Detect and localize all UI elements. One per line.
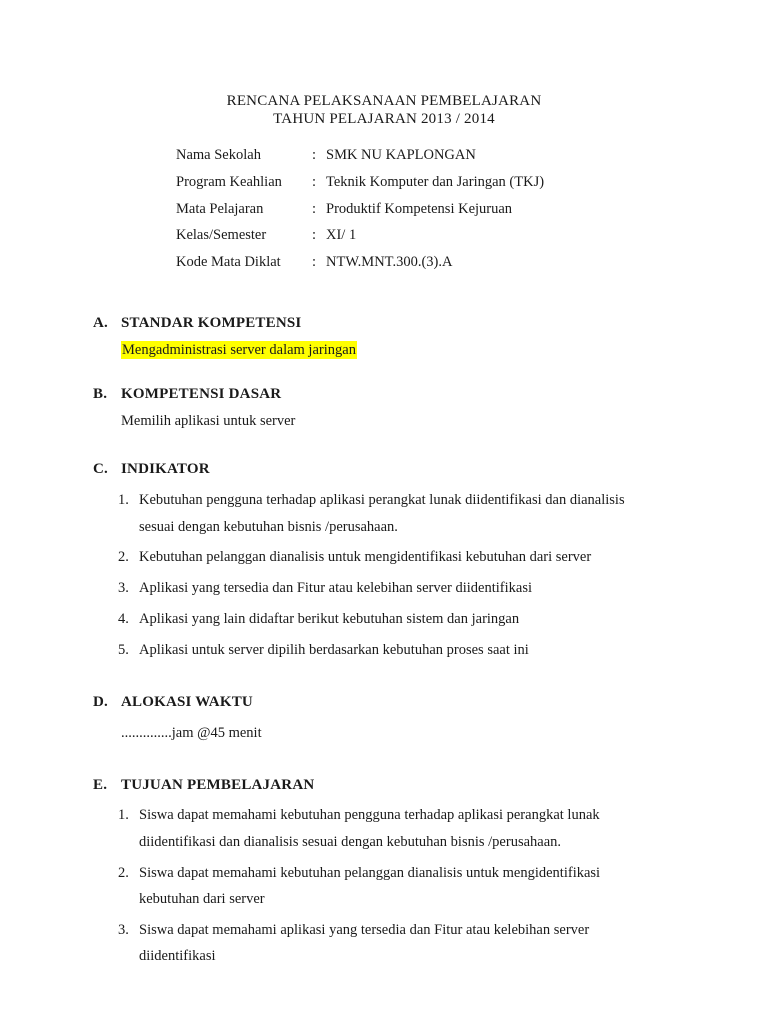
doc-title-line2: TAHUN PELAJARAN 2013 / 2014 xyxy=(273,111,495,127)
info-value: Produktif Kompetensi Kejuruan xyxy=(326,201,513,217)
list-item xyxy=(118,807,600,824)
list-text: Kebutuhan pengguna terhadap aplikasi perangkat lunak diidentifikasi dan dianalisis xyxy=(139,492,625,508)
list-item xyxy=(118,642,529,659)
list-item xyxy=(118,549,591,566)
list-item xyxy=(118,611,519,628)
section-title: STANDAR KOMPETENSI xyxy=(121,315,302,331)
info-value: NTW.MNT.300.(3).A xyxy=(326,254,453,270)
info-label: Mata Pelajaran xyxy=(176,201,264,217)
info-value: XI/ 1 xyxy=(326,227,357,243)
list-item-continuation: diidentifikasi xyxy=(139,948,216,964)
section-a-heading xyxy=(93,315,301,332)
info-label: Kode Mata Diklat xyxy=(176,254,281,270)
info-value: SMK NU KAPLONGAN xyxy=(326,147,476,163)
list-item-continuation: diidentifikasi dan dianalisis sesuai dengan kebutuhan bisnis /perusahaan. xyxy=(139,834,562,850)
list-number: 4. xyxy=(118,611,129,627)
section-letter: D. xyxy=(93,694,108,710)
info-colon: : xyxy=(312,227,317,243)
list-item-continuation: kebutuhan dari server xyxy=(139,891,265,907)
section-a-text xyxy=(121,342,357,359)
list-text: Kebutuhan pelanggan dianalisis untuk mengidentifikasi kebutuhan dari server xyxy=(139,549,592,565)
section-letter: A. xyxy=(93,315,108,331)
info-colon: : xyxy=(312,147,317,163)
doc-title-line1: RENCANA PELAKSANAAN PEMBELAJARAN xyxy=(226,93,542,109)
list-item xyxy=(118,492,625,509)
highlighted-text: Mengadministrasi server dalam jaringan xyxy=(122,342,356,358)
list-text: Siswa dapat memahami kebutuhan pengguna terhadap aplikasi perangkat lunak xyxy=(139,807,600,823)
section-b-text: Memilih aplikasi untuk server xyxy=(121,413,296,429)
section-title: ALOKASI WAKTU xyxy=(121,694,253,710)
section-letter: B. xyxy=(93,386,108,402)
section-title: INDIKATOR xyxy=(121,461,210,477)
list-item xyxy=(118,922,589,939)
list-number: 3. xyxy=(118,580,129,596)
section-title: KOMPETENSI DASAR xyxy=(121,386,282,402)
section-d-text: ..............jam @45 menit xyxy=(121,725,262,741)
list-text: Aplikasi yang tersedia dan Fitur atau kelebihan server diidentifikasi xyxy=(139,580,532,596)
info-label: Program Keahlian xyxy=(176,174,282,190)
list-text: Siswa dapat memahami kebutuhan pelanggan dianalisis untuk mengidentifikasi xyxy=(139,865,601,881)
section-title: TUJUAN PEMBELAJARAN xyxy=(121,777,315,793)
list-text: Aplikasi yang lain didaftar berikut kebutuhan sistem dan jaringan xyxy=(139,611,520,627)
section-b-heading xyxy=(93,386,281,403)
list-number: 1. xyxy=(118,492,129,508)
list-item-continuation: sesuai dengan kebutuhan bisnis /perusahaan. xyxy=(139,519,398,535)
list-item xyxy=(118,580,532,597)
info-label: Kelas/Semester xyxy=(176,227,267,243)
info-label: Nama Sekolah xyxy=(176,147,261,163)
list-number: 1. xyxy=(118,807,129,823)
list-number: 5. xyxy=(118,642,129,658)
section-letter: E. xyxy=(93,777,108,793)
list-text: Siswa dapat memahami aplikasi yang tersedia dan Fitur atau kelebihan server xyxy=(139,922,590,938)
section-letter: C. xyxy=(93,461,108,477)
list-item xyxy=(118,865,600,882)
section-c-heading xyxy=(93,461,210,478)
info-value: Teknik Komputer dan Jaringan (TKJ) xyxy=(326,174,545,190)
list-number: 2. xyxy=(118,549,129,565)
info-colon: : xyxy=(312,174,317,190)
list-number: 3. xyxy=(118,922,129,938)
list-number: 2. xyxy=(118,865,129,881)
section-e-heading xyxy=(93,777,314,794)
list-text: Aplikasi untuk server dipilih berdasarkan kebutuhan proses saat ini xyxy=(139,642,529,658)
section-d-heading xyxy=(93,694,253,711)
info-colon: : xyxy=(312,201,317,217)
info-colon: : xyxy=(312,254,317,270)
